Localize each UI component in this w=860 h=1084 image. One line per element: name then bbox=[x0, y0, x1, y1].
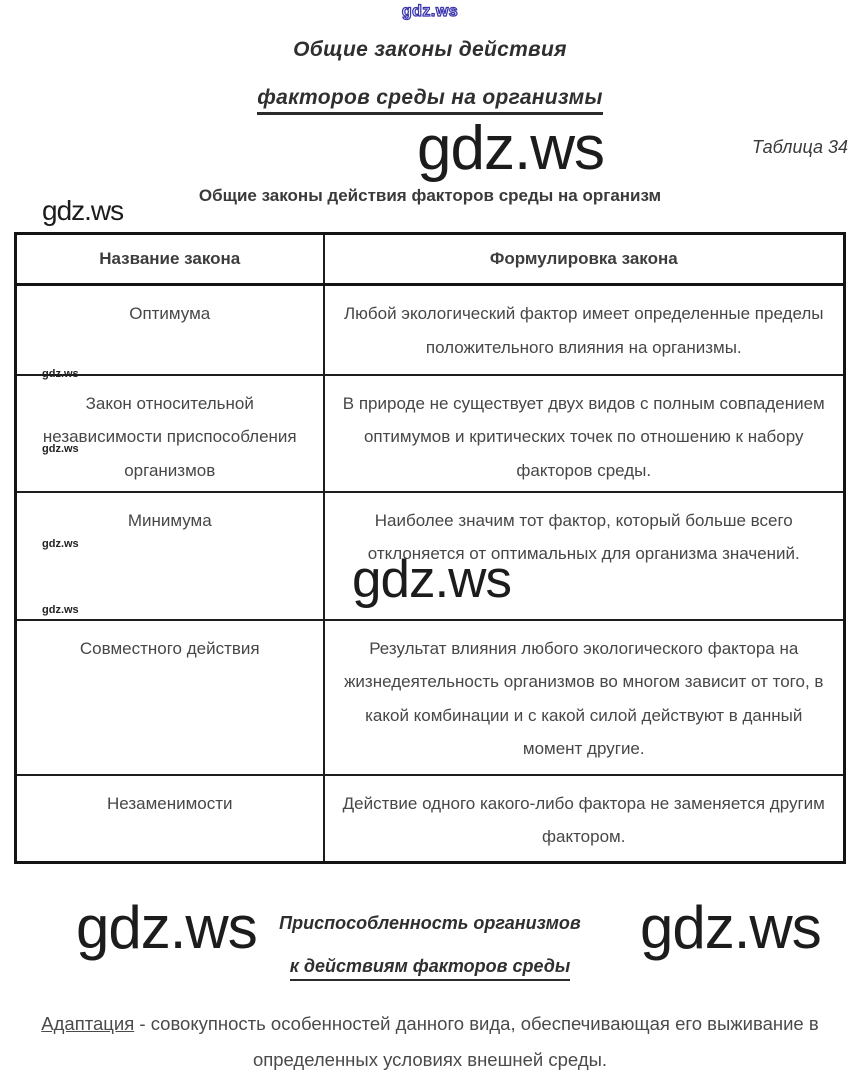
law-definition-cell: Результат влияния любого экологического фактора на жизнедеятельность организмов во многом зависит от того, в какой комбинации и с какой силой действуют в данный момент другие. bbox=[324, 620, 845, 775]
law-definition-cell: В природе не существует двух видов с полным совпадением оптимумов и критических точек по отношению к набору факторов среды. bbox=[324, 375, 845, 492]
law-name-cell: Закон относительной независимости приспособления организмов bbox=[16, 375, 324, 492]
law-definition-cell: Любой экологический фактор имеет определенные пределы положительного влияния на организмы. bbox=[324, 285, 845, 375]
table-reference-label: Таблица 34 bbox=[751, 137, 848, 157]
table-row bbox=[16, 375, 845, 492]
section2-title-line1: Приспособленность организмов bbox=[279, 913, 581, 933]
page-title-line2: факторов среды на организмы bbox=[257, 86, 602, 115]
watermark-gdz-large-top: gdz.ws bbox=[417, 114, 604, 183]
table-row bbox=[16, 620, 845, 775]
watermark-gdz-large-row3: gdz.ws bbox=[352, 550, 511, 609]
table-row bbox=[16, 285, 845, 375]
table-row bbox=[16, 775, 845, 863]
adaptation-definition bbox=[0, 1006, 860, 1078]
table-header-row bbox=[16, 234, 845, 285]
table-row bbox=[16, 492, 845, 620]
watermark-gdz-left-mid: gdz.ws bbox=[42, 195, 124, 226]
laws-table bbox=[14, 232, 846, 864]
watermark-gdz-tiny-2: gdz.ws bbox=[42, 443, 79, 455]
section2-title-line2-wrap bbox=[0, 956, 860, 981]
column-header-law-name: Название закона bbox=[16, 234, 324, 285]
law-name-cell: Оптимума bbox=[16, 285, 324, 375]
law-name-cell: Совместного действия bbox=[16, 620, 324, 775]
watermark-gdz-top-blue: gdz.ws bbox=[401, 3, 459, 20]
watermark-gdz-tiny-4: gdz.ws bbox=[42, 604, 79, 616]
watermark-gdz-tiny-3: gdz.ws bbox=[42, 538, 79, 550]
adaptation-definition-text: - совокупность особенностей данного вида, обеспечивающая его выживание в определенных условиях внешней среды. bbox=[139, 1013, 819, 1070]
law-name-cell: Незаменимости bbox=[16, 775, 324, 863]
watermark-gdz-bottom-right: gdz.ws bbox=[640, 894, 821, 961]
page-title-line2-wrap bbox=[0, 86, 860, 115]
column-header-law-formulation: Формулировка закона bbox=[324, 234, 845, 285]
watermark-gdz-tiny-1: gdz.ws bbox=[42, 368, 79, 380]
page-title-line1: Общие законы действия bbox=[293, 38, 567, 61]
law-definition-cell: Действие одного какого-либо фактора не заменяется другим фактором. bbox=[324, 775, 845, 863]
watermark-gdz-bottom-left: gdz.ws bbox=[76, 894, 257, 961]
table-title: Общие законы действия факторов среды на организм bbox=[198, 186, 662, 205]
section2-title-line2: к действиям факторов среды bbox=[290, 956, 570, 981]
law-definition-cell: Наиболее значим тот фактор, который больше всего отклоняется от оптимальных для организма значений. bbox=[324, 492, 845, 620]
law-name-cell: Минимума bbox=[16, 492, 324, 620]
adaptation-term: Адаптация bbox=[41, 1013, 135, 1034]
